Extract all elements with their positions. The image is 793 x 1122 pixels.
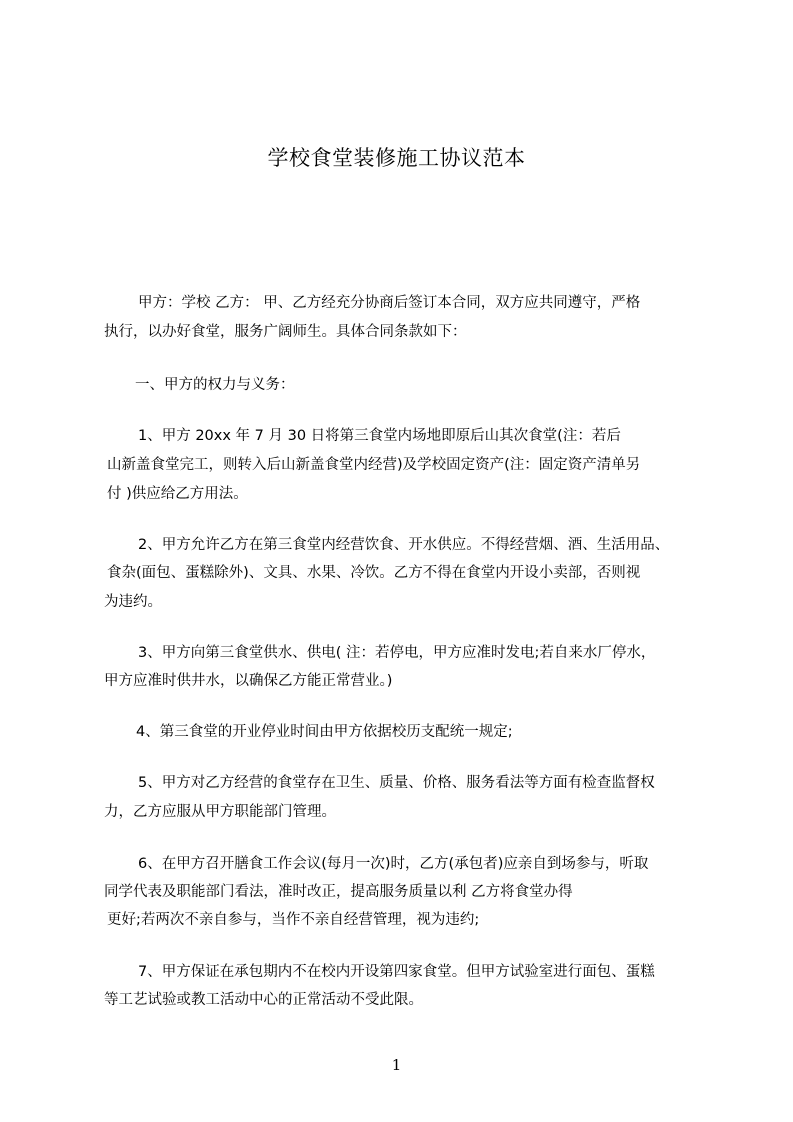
paragraph-line: 食杂(面包、蛋糕除外)、文具、水果、冷饮。乙方不得在食堂内开设小卖部，否则视 <box>107 565 641 581</box>
paragraph-line: 4、第三食堂的开业停业时间由甲方依据校历支配统一规定; <box>136 724 513 740</box>
paragraph-line: 山新盖食堂完工，则转入后山新盖食堂内经营)及学校固定资产(注：固定资产清单另 <box>107 457 641 473</box>
paragraph-line: 等工艺试验或教工活动中心的正常活动不受此限。 <box>104 992 423 1008</box>
paragraph-line: 1、甲方 20xx 年 7 月 30 日将第三食堂内场地即原后山其次食堂(注：若后 <box>138 428 621 444</box>
paragraph-line: 为违约。 <box>104 594 162 610</box>
paragraph-line: 甲方应准时供井水，以确保乙方能正常营业。) <box>104 673 393 689</box>
paragraph-line: 7、甲方保证在承包期内不在校内开设第四家食堂。但甲方试验室进行面包、蛋糕 <box>138 964 655 980</box>
paragraph-line: 甲方：学校 乙方： 甲、乙方经充分协商后签订本合同，双方应共同遵守，严格 <box>138 295 641 311</box>
paragraph-line: 更好;若两次不亲自参与，当作不亲自经营管理，视为违约; <box>107 912 480 928</box>
paragraph-line: 2、甲方允许乙方在第三食堂内经营饮食、开水供应。不得经营烟、酒、生活用品、 <box>138 537 670 553</box>
paragraph-line: 3、甲方向第三食堂供水、供电( 注：若停电，甲方应准时发电;若自来水厂停水， <box>138 645 656 661</box>
paragraph-line: 同学代表及职能部门看法，准时改正，提高服务质量以利 乙方将食堂办得 <box>104 884 573 900</box>
paragraph-line: 执行，以办好食堂，服务广阔师生。具体合同条款如下： <box>104 324 467 340</box>
paragraph-line: 5、甲方对乙方经营的食堂存在卫生、质量、价格、服务看法等方面有检查监督权 <box>138 775 655 791</box>
paragraph-line: 6、在甲方召开膳食工作会议(每月一次)时，乙方(承包者)应亲自到场参与，听取 <box>138 856 649 872</box>
paragraph-line: 力，乙方应服从甲方职能部门管理。 <box>104 804 336 820</box>
page-number: 1 <box>391 1056 402 1074</box>
paragraph-line: 付 )供应给乙方用法。 <box>107 486 248 502</box>
section-heading: 一、甲方的权力与义务： <box>135 377 295 393</box>
document-title: 学校食堂装修施工协议范本 <box>267 146 526 170</box>
